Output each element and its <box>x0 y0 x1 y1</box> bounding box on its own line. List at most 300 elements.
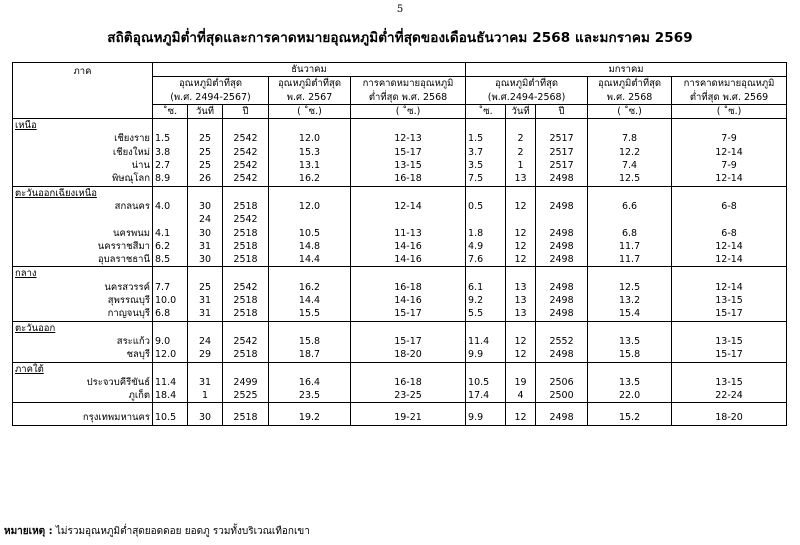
dec-record-year: 2518 <box>223 253 269 267</box>
table-row <box>13 132 787 145</box>
station-name <box>13 213 153 226</box>
dec-forecast: 18-20 <box>351 348 466 362</box>
dec-2567-temp: 18.7 <box>269 348 351 362</box>
empty-cell <box>588 267 672 281</box>
dec-2567-temp: 14.4 <box>269 294 351 307</box>
spacer-cell <box>153 403 188 412</box>
dec-2567-temp: 14.4 <box>269 253 351 267</box>
empty-cell <box>506 119 536 133</box>
header-region: ภาค <box>13 63 153 119</box>
jan-record-year: 2498 <box>536 281 588 294</box>
jan-record-year <box>536 213 588 226</box>
dec-record-temp: 12.0 <box>153 348 188 362</box>
dec-2567-temp: 16.2 <box>269 281 351 294</box>
region-label: ตะวันออก <box>13 321 153 335</box>
unit-celsius: ( ˚ซ.) <box>588 104 672 118</box>
jan-2568-temp <box>588 213 672 226</box>
dec-record-day: 30 <box>188 200 223 213</box>
dec-record-day: 31 <box>188 240 223 253</box>
jan-2568-temp: 15.8 <box>588 348 672 362</box>
dec-2567-temp: 10.5 <box>269 227 351 240</box>
station-name: สุพรรณบุรี <box>13 294 153 307</box>
dec-2567-temp: 23.5 <box>269 389 351 403</box>
footnote <box>4 524 310 539</box>
table-row <box>13 335 787 348</box>
jan-record-day: 13 <box>506 281 536 294</box>
jan-record-year: 2498 <box>536 253 588 267</box>
jan-2568-temp: 22.0 <box>588 389 672 403</box>
dec-record-day: 25 <box>188 281 223 294</box>
temperature-table <box>12 62 787 426</box>
dec-forecast: 14-16 <box>351 253 466 267</box>
jan-record-temp: 17.4 <box>466 389 506 403</box>
dec-record-day: 24 <box>188 335 223 348</box>
jan-forecast: 18-20 <box>672 411 787 425</box>
dec-record-year: 2518 <box>223 227 269 240</box>
unit-celsius: ˚ซ. <box>153 104 188 118</box>
table-row <box>13 348 787 362</box>
jan-forecast: 13-15 <box>672 294 787 307</box>
header-jan-forecast: การคาดหมายอุณหภูมิ ต่ำที่สุด พ.ศ. 2569 <box>672 77 787 105</box>
jan-record-year: 2498 <box>536 348 588 362</box>
empty-cell <box>223 267 269 281</box>
unit-celsius: ( ˚ซ.) <box>269 104 351 118</box>
region-row <box>13 267 787 281</box>
spacer-cell <box>351 403 466 412</box>
station-name: สกลนคร <box>13 200 153 213</box>
jan-forecast: 12-14 <box>672 172 787 186</box>
empty-cell <box>188 321 223 335</box>
jan-record-day: 12 <box>506 253 536 267</box>
dec-record-temp: 8.9 <box>153 172 188 186</box>
region-row <box>13 186 787 200</box>
jan-2568-temp: 6.6 <box>588 200 672 213</box>
dec-forecast: 16-18 <box>351 172 466 186</box>
dec-record-year: 2542 <box>223 281 269 294</box>
jan-record-year: 2506 <box>536 376 588 389</box>
table-row <box>13 227 787 240</box>
jan-record-temp: 7.5 <box>466 172 506 186</box>
jan-record-year: 2498 <box>536 307 588 321</box>
region-label: กลาง <box>13 267 153 281</box>
dec-record-temp: 4.1 <box>153 227 188 240</box>
jan-2568-temp: 13.5 <box>588 335 672 348</box>
dec-record-day: 31 <box>188 376 223 389</box>
empty-cell <box>351 119 466 133</box>
dec-record-day: 31 <box>188 294 223 307</box>
dec-forecast: 15-17 <box>351 335 466 348</box>
dec-record-year: 2542 <box>223 335 269 348</box>
station-name: อุบลราชธานี <box>13 253 153 267</box>
station-name: นครสวรรค์ <box>13 281 153 294</box>
dec-2567-temp: 16.2 <box>269 172 351 186</box>
empty-cell <box>536 267 588 281</box>
empty-cell <box>672 321 787 335</box>
spacer-cell <box>466 403 506 412</box>
jan-2568-temp: 7.8 <box>588 132 672 145</box>
jan-record-temp <box>466 213 506 226</box>
empty-cell <box>506 321 536 335</box>
jan-record-year: 2498 <box>536 172 588 186</box>
jan-record-temp: 1.5 <box>466 132 506 145</box>
dec-record-day: 31 <box>188 307 223 321</box>
dec-forecast: 23-25 <box>351 389 466 403</box>
jan-record-year: 2552 <box>536 335 588 348</box>
empty-cell <box>223 186 269 200</box>
dec-forecast: 14-16 <box>351 294 466 307</box>
dec-record-year: 2542 <box>223 172 269 186</box>
jan-2568-temp: 12.2 <box>588 146 672 159</box>
jan-forecast: 13-15 <box>672 335 787 348</box>
jan-record-day: 19 <box>506 376 536 389</box>
jan-record-day: 12 <box>506 335 536 348</box>
unit-year: ปี <box>536 104 588 118</box>
jan-forecast: 22-24 <box>672 389 787 403</box>
dec-record-year: 2542 <box>223 213 269 226</box>
dec-record-day: 25 <box>188 146 223 159</box>
unit-celsius: ˚ซ. <box>466 104 506 118</box>
jan-record-temp: 9.2 <box>466 294 506 307</box>
empty-cell <box>153 186 188 200</box>
dec-record-temp: 6.2 <box>153 240 188 253</box>
jan-forecast: 12-14 <box>672 146 787 159</box>
station-name: ประจวบคีรีขันธ์ <box>13 376 153 389</box>
spacer-cell <box>588 403 672 412</box>
jan-record-temp: 3.5 <box>466 159 506 172</box>
empty-cell <box>466 362 506 376</box>
empty-cell <box>351 186 466 200</box>
jan-record-year: 2498 <box>536 227 588 240</box>
dec-record-temp: 10.5 <box>153 411 188 425</box>
empty-cell <box>269 267 351 281</box>
jan-record-day: 1 <box>506 159 536 172</box>
station-name: ภูเก็ต <box>13 389 153 403</box>
empty-cell <box>466 186 506 200</box>
jan-record-temp: 3.7 <box>466 146 506 159</box>
empty-cell <box>506 186 536 200</box>
dec-2567-temp: 13.1 <box>269 159 351 172</box>
header-december: ธันวาคม <box>153 63 466 77</box>
empty-cell <box>536 119 588 133</box>
region-label: ภาคใต้ <box>13 362 153 376</box>
station-name: กาญจนบุรี <box>13 307 153 321</box>
empty-cell <box>223 321 269 335</box>
dec-forecast: 16-18 <box>351 376 466 389</box>
empty-cell <box>351 362 466 376</box>
empty-cell <box>223 119 269 133</box>
jan-record-day <box>506 213 536 226</box>
empty-cell <box>672 362 787 376</box>
dec-record-year: 2525 <box>223 389 269 403</box>
jan-forecast <box>672 213 787 226</box>
table-row <box>13 213 787 226</box>
jan-record-temp: 10.5 <box>466 376 506 389</box>
table-row <box>13 294 787 307</box>
empty-cell <box>466 321 506 335</box>
dec-record-year: 2518 <box>223 294 269 307</box>
jan-record-day: 4 <box>506 389 536 403</box>
dec-record-temp: 11.4 <box>153 376 188 389</box>
empty-cell <box>153 267 188 281</box>
dec-record-year: 2499 <box>223 376 269 389</box>
dec-record-year: 2518 <box>223 200 269 213</box>
dec-forecast: 11-13 <box>351 227 466 240</box>
jan-record-temp: 11.4 <box>466 335 506 348</box>
empty-cell <box>536 321 588 335</box>
table-row <box>13 376 787 389</box>
jan-record-temp: 6.1 <box>466 281 506 294</box>
unit-celsius: ( ˚ซ.) <box>351 104 466 118</box>
page-number: 5 <box>396 4 404 15</box>
header-jan-record: อุณหภูมิต่ำที่สุด (พ.ศ.2494-2568) <box>466 77 588 105</box>
dec-forecast: 15-17 <box>351 307 466 321</box>
table-row <box>13 307 787 321</box>
unit-day: วันที่ <box>506 104 536 118</box>
jan-record-year: 2498 <box>536 200 588 213</box>
jan-record-day: 13 <box>506 294 536 307</box>
region-row <box>13 321 787 335</box>
dec-record-day: 26 <box>188 172 223 186</box>
dec-2567-temp: 15.5 <box>269 307 351 321</box>
empty-cell <box>153 321 188 335</box>
dec-forecast: 15-17 <box>351 146 466 159</box>
jan-forecast: 7-9 <box>672 159 787 172</box>
dec-record-year: 2542 <box>223 159 269 172</box>
empty-cell <box>351 267 466 281</box>
empty-cell <box>269 362 351 376</box>
dec-2567-temp: 12.0 <box>269 200 351 213</box>
empty-cell <box>466 267 506 281</box>
jan-2568-temp: 6.8 <box>588 227 672 240</box>
spacer-cell <box>506 403 536 412</box>
dec-2567-temp: 19.2 <box>269 411 351 425</box>
dec-2567-temp: 16.4 <box>269 376 351 389</box>
empty-cell <box>588 362 672 376</box>
jan-2568-temp: 11.7 <box>588 253 672 267</box>
station-name: น่าน <box>13 159 153 172</box>
empty-cell <box>188 362 223 376</box>
jan-record-temp: 9.9 <box>466 411 506 425</box>
empty-cell <box>672 267 787 281</box>
spacer-cell <box>672 403 787 412</box>
empty-cell <box>269 321 351 335</box>
jan-forecast: 12-14 <box>672 253 787 267</box>
jan-2568-temp: 12.5 <box>588 281 672 294</box>
jan-record-year: 2498 <box>536 240 588 253</box>
empty-cell <box>188 186 223 200</box>
jan-forecast: 7-9 <box>672 132 787 145</box>
station-name: ชลบุรี <box>13 348 153 362</box>
jan-record-year: 2498 <box>536 294 588 307</box>
empty-cell <box>672 119 787 133</box>
spacer-cell <box>536 403 588 412</box>
dec-record-day: 24 <box>188 213 223 226</box>
empty-cell <box>672 186 787 200</box>
spacer-cell <box>269 403 351 412</box>
jan-record-temp: 4.9 <box>466 240 506 253</box>
empty-cell <box>269 186 351 200</box>
dec-record-year: 2542 <box>223 146 269 159</box>
jan-record-day: 12 <box>506 227 536 240</box>
jan-forecast: 6-8 <box>672 200 787 213</box>
dec-record-day: 29 <box>188 348 223 362</box>
unit-celsius: ( ˚ซ.) <box>672 104 787 118</box>
jan-record-temp: 9.9 <box>466 348 506 362</box>
table-row <box>13 240 787 253</box>
dec-record-temp: 2.7 <box>153 159 188 172</box>
dec-forecast: 13-15 <box>351 159 466 172</box>
dec-record-temp: 3.8 <box>153 146 188 159</box>
spacer-cell <box>188 403 223 412</box>
dec-record-temp: 7.7 <box>153 281 188 294</box>
dec-record-year: 2518 <box>223 348 269 362</box>
jan-forecast: 13-15 <box>672 376 787 389</box>
empty-cell <box>351 321 466 335</box>
header-dec-record: อุณหภูมิต่ำที่สุด (พ.ศ. 2494-2567) <box>153 77 269 105</box>
empty-cell <box>588 119 672 133</box>
dec-record-temp <box>153 213 188 226</box>
dec-record-year: 2518 <box>223 411 269 425</box>
empty-cell <box>588 321 672 335</box>
page-title: สถิติอุณหภูมิต่ำที่สุดและการคาดหมายอุณหภูมิต่ำที่สุดของเดือนธันวาคม 2568 และมกราคม 2569 <box>107 30 693 46</box>
dec-record-day: 30 <box>188 253 223 267</box>
jan-2568-temp: 13.5 <box>588 376 672 389</box>
empty-cell <box>223 362 269 376</box>
jan-record-year: 2517 <box>536 159 588 172</box>
dec-forecast: 12-13 <box>351 132 466 145</box>
empty-cell <box>188 119 223 133</box>
empty-cell <box>466 119 506 133</box>
dec-record-temp: 1.5 <box>153 132 188 145</box>
dec-forecast: 19-21 <box>351 411 466 425</box>
header-jan-last: อุณหภูมิต่ำที่สุด พ.ศ. 2568 <box>588 77 672 105</box>
spacer-cell <box>223 403 269 412</box>
jan-2568-temp: 15.4 <box>588 307 672 321</box>
empty-cell <box>588 186 672 200</box>
jan-2568-temp: 11.7 <box>588 240 672 253</box>
jan-2568-temp: 15.2 <box>588 411 672 425</box>
jan-forecast: 12-14 <box>672 240 787 253</box>
dec-record-day: 30 <box>188 227 223 240</box>
empty-cell <box>506 267 536 281</box>
empty-cell <box>153 119 188 133</box>
jan-record-year: 2498 <box>536 411 588 425</box>
station-name: สระแก้ว <box>13 335 153 348</box>
empty-cell <box>536 362 588 376</box>
jan-2568-temp: 7.4 <box>588 159 672 172</box>
header-dec-last: อุณหภูมิต่ำที่สุด พ.ศ. 2567 <box>269 77 351 105</box>
jan-record-day: 12 <box>506 411 536 425</box>
jan-record-day: 12 <box>506 348 536 362</box>
jan-record-temp: 5.5 <box>466 307 506 321</box>
station-name: นครพนม <box>13 227 153 240</box>
dec-record-temp: 6.8 <box>153 307 188 321</box>
dec-record-temp: 10.0 <box>153 294 188 307</box>
station-name: เชียงราย <box>13 132 153 145</box>
station-name: เชียงใหม่ <box>13 146 153 159</box>
table-row <box>13 411 787 425</box>
footnote-label: หมายเหตุ : <box>4 526 53 537</box>
table-row <box>13 253 787 267</box>
station-name: กรุงเทพมหานคร <box>13 411 153 425</box>
jan-record-year: 2517 <box>536 146 588 159</box>
region-label: ตะวันออกเฉียงเหนือ <box>13 186 153 200</box>
table-row <box>13 159 787 172</box>
jan-record-year: 2500 <box>536 389 588 403</box>
jan-record-temp: 1.8 <box>466 227 506 240</box>
footnote-text: ไม่รวมอุณหภูมิต่ำสุดยอดดอย ยอดภู รวมทั้งบริเวณเทือกเขา <box>55 526 310 537</box>
unit-day: วันที่ <box>188 104 223 118</box>
dec-2567-temp: 15.8 <box>269 335 351 348</box>
station-name: พิษณุโลก <box>13 172 153 186</box>
empty-cell <box>188 267 223 281</box>
dec-record-day: 25 <box>188 159 223 172</box>
dec-2567-temp: 15.3 <box>269 146 351 159</box>
empty-cell <box>506 362 536 376</box>
empty-cell <box>269 119 351 133</box>
jan-record-day: 2 <box>506 132 536 145</box>
dec-forecast: 12-14 <box>351 200 466 213</box>
dec-record-year: 2518 <box>223 240 269 253</box>
dec-2567-temp: 12.0 <box>269 132 351 145</box>
unit-year: ปี <box>223 104 269 118</box>
jan-record-day: 13 <box>506 307 536 321</box>
jan-forecast: 15-17 <box>672 307 787 321</box>
dec-record-temp: 9.0 <box>153 335 188 348</box>
dec-2567-temp: 14.8 <box>269 240 351 253</box>
table-row <box>13 200 787 213</box>
header-dec-forecast: การคาดหมายอุณหภูมิ ต่ำที่สุด พ.ศ. 2568 <box>351 77 466 105</box>
jan-record-temp: 0.5 <box>466 200 506 213</box>
dec-record-temp: 8.5 <box>153 253 188 267</box>
dec-forecast <box>351 213 466 226</box>
spacer-cell <box>13 403 153 412</box>
jan-forecast: 15-17 <box>672 348 787 362</box>
region-label: เหนือ <box>13 119 153 133</box>
station-name: นครราชสีมา <box>13 240 153 253</box>
dec-record-temp: 18.4 <box>153 389 188 403</box>
dec-record-day: 30 <box>188 411 223 425</box>
dec-record-year: 2542 <box>223 132 269 145</box>
table-row <box>13 172 787 186</box>
table-body <box>13 119 787 426</box>
table-row <box>13 281 787 294</box>
region-row <box>13 362 787 376</box>
jan-2568-temp: 12.5 <box>588 172 672 186</box>
jan-record-day: 12 <box>506 240 536 253</box>
region-row <box>13 119 787 133</box>
jan-record-day: 2 <box>506 146 536 159</box>
jan-record-temp: 7.6 <box>466 253 506 267</box>
dec-record-temp: 4.0 <box>153 200 188 213</box>
jan-forecast: 6-8 <box>672 227 787 240</box>
dec-2567-temp <box>269 213 351 226</box>
table-row <box>13 389 787 403</box>
jan-record-year: 2517 <box>536 132 588 145</box>
jan-record-day: 12 <box>506 200 536 213</box>
jan-2568-temp: 13.2 <box>588 294 672 307</box>
jan-forecast: 12-14 <box>672 281 787 294</box>
header-january: มกราคม <box>466 63 787 77</box>
empty-cell <box>536 186 588 200</box>
jan-record-day: 13 <box>506 172 536 186</box>
dec-forecast: 14-16 <box>351 240 466 253</box>
dec-forecast: 16-18 <box>351 281 466 294</box>
table-row <box>13 146 787 159</box>
dec-record-day: 25 <box>188 132 223 145</box>
empty-cell <box>153 362 188 376</box>
dec-record-year: 2518 <box>223 307 269 321</box>
